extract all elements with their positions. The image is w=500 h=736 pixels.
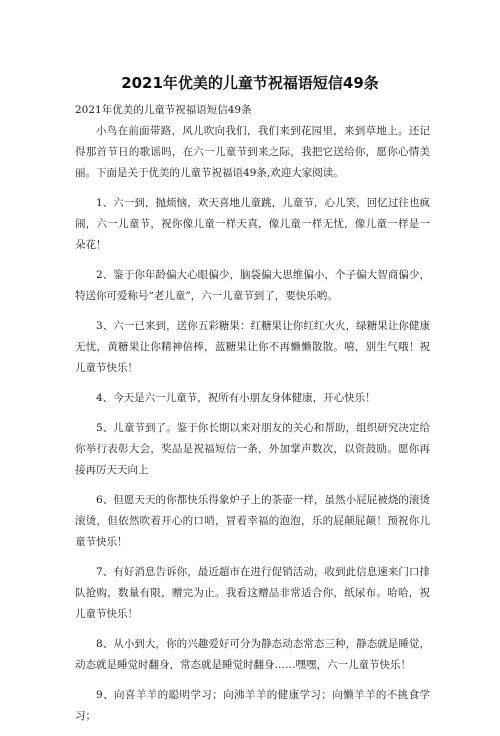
document-body	[75, 100, 430, 736]
paragraph-5: 5、儿童节到了。鉴于你长期以来对朋友的关心和帮助，组织研究决定给你举行表彰大会，奖品是祝福短信一条，外加掌声数次，以资鼓励。愿你再接再厉天天向上	[75, 422, 430, 476]
paragraph-6: 6、但愿天天的你都快乐得象炉子上的茶壶一样，虽然小屁屁被烧的滚烫滚烫，但依然吹着开心的口哨，冒着幸福的泡泡，乐的屁颠屁颠！预祝你儿童节快乐！	[75, 494, 430, 548]
paragraph-3: 3、六一已来到，送你五彩糖果：红糖果让你红红火火，绿糖果让你健康无忧，黄糖果让你精神倍棒，蓝糖果让你不再懒懒散散。嘻，别生气哦！祝儿童节快乐！	[75, 320, 430, 374]
paragraph-7: 7、有好消息告诉你，最近超市在进行促销活动，收到此信息速来门口排队抢购，数量有限，赠完为止。我看这赠品非常适合你，纸尿布。哈哈，祝儿童节快乐！	[75, 566, 430, 620]
paragraph-4: 4、今天是六一儿童节，祝所有小朋友身体健康，开心快乐！	[96, 392, 376, 404]
paragraph-2: 2、鉴于你年龄偏大心眼偏少，脑袋偏大思维偏小，个子偏大智商偏少，特送你可爱称号“老儿童”，六一儿童节到了，要快乐哟。	[75, 269, 430, 302]
paragraph-1: 1、六一到，抛烦恼，欢天喜地儿童跳，儿童节，心儿笑，回忆过往也疯闹，六一儿童节，祝你像儿童一样天真，像儿童一样无忧，像儿童一样是一朵花！	[75, 197, 430, 251]
paragraph-9: 9、向喜羊羊的聪明学习；向沸羊羊的健康学习；向懒羊羊的不挑食学习；	[75, 689, 430, 722]
paragraph-intro: 小鸟在前面带路，风儿吹向我们，我们来到花园里，来到草地上。还记得那首节日的歌谣吗，在六一儿童节到来之际，我把它送给你，愿你心情美丽。下面是关于优美的儿童节祝福语49条,欢迎大家阅读。	[75, 125, 430, 179]
paragraph-8: 8、从小到大，你的兴趣爱好可分为静态动态常态三种，静态就是睡觉，动态就是睡觉时翻身，常态就是睡觉时翻身……嘿嘿，六一儿童节快乐！	[75, 638, 430, 671]
document-title: 2021年优美的儿童节祝福语短信49条	[121, 74, 379, 92]
document-subtitle: 2021年优美的儿童节祝福语短信49条	[75, 104, 252, 116]
